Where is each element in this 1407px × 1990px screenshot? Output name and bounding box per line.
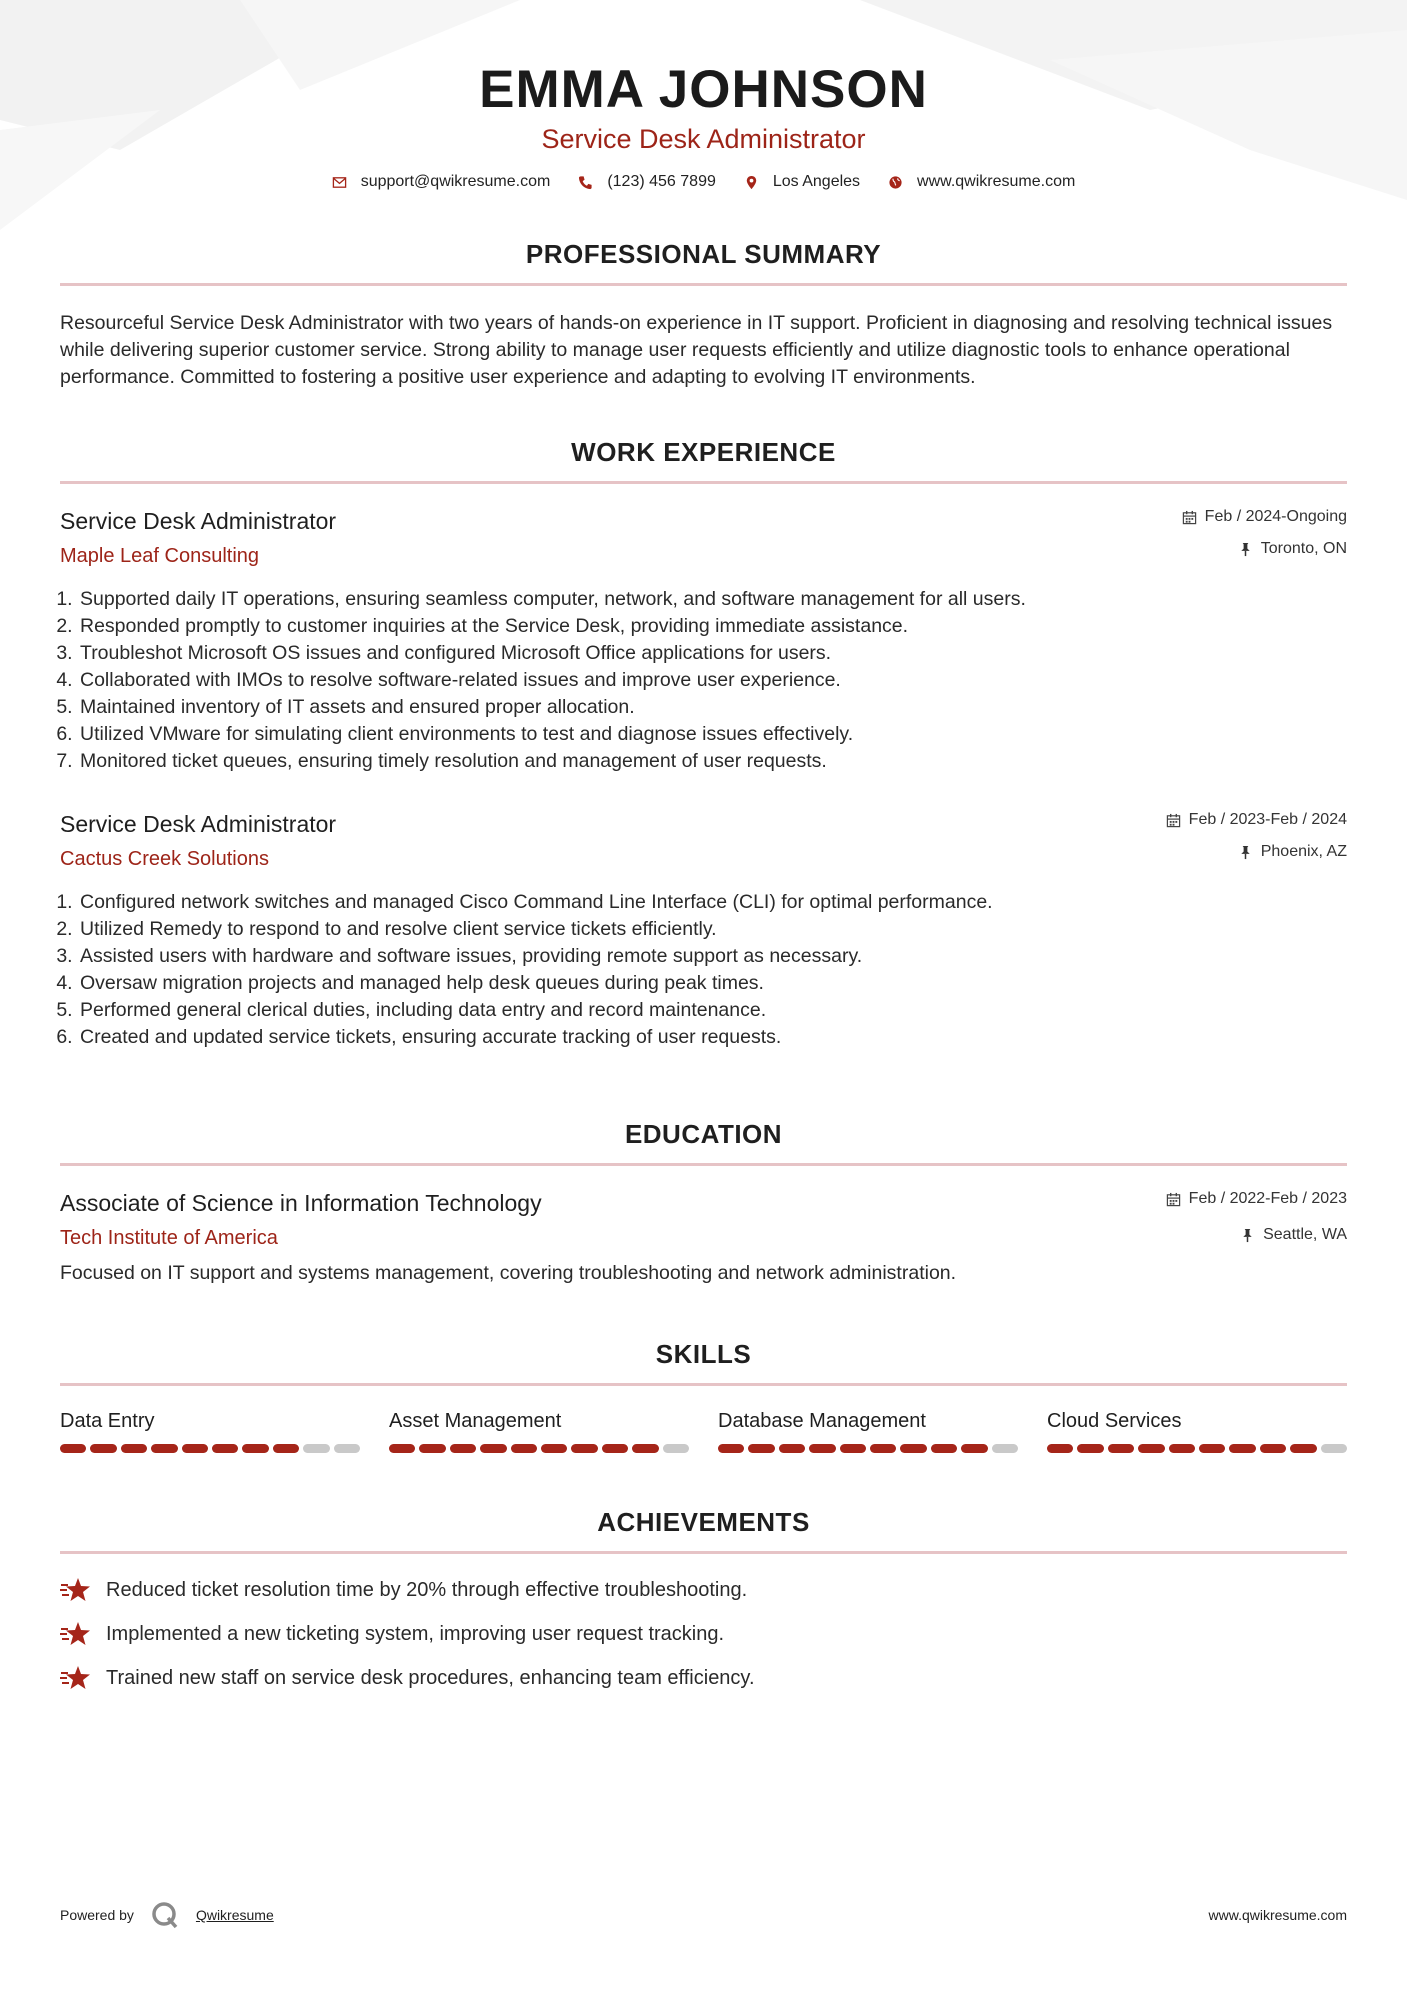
- skill-segment: [779, 1444, 805, 1453]
- education-location: Seattle, WA: [1263, 1226, 1347, 1243]
- skill-segment: [900, 1444, 926, 1453]
- powered-by: [60, 1900, 274, 1930]
- skill-segment: [1199, 1444, 1225, 1453]
- skill-segment: [1229, 1444, 1255, 1453]
- skill-segment: [1321, 1444, 1347, 1453]
- job-bullets: [60, 586, 1347, 775]
- list-item: 1. Configured network switches and managed Cisco Command Line Interface (CLI) for optimal performance.: [78, 889, 1347, 916]
- email-text: support@qwikresume.com: [360, 173, 551, 190]
- skill-segment: [151, 1444, 177, 1453]
- degree-title: Associate of Science in Information Technology: [60, 1190, 542, 1216]
- summary-text: Resourceful Service Desk Administrator with two years of hands-on experience in IT support. Proficient in diagnosing and resolving technical issues while delivering superior customer service. Strong ability to manage user requests efficiently and utilize diagnostic tools to enhance operational performance. Committed to fostering a positive user experience and adapting to evolving IT environments.: [60, 312, 1333, 388]
- skill-level-bar: [389, 1444, 689, 1453]
- skill-segment: [121, 1444, 147, 1453]
- education-entry: [60, 1188, 1347, 1287]
- skill-segment: [961, 1444, 987, 1453]
- brand-link[interactable]: Qwikresume: [195, 1907, 274, 1923]
- achievements-section: [60, 1507, 1347, 1692]
- skill-segment: [748, 1444, 774, 1453]
- website-text: www.qwikresume.com: [917, 173, 1076, 190]
- contact-phone[interactable]: [578, 173, 716, 191]
- skill-item: [718, 1408, 1018, 1453]
- section-divider: [60, 1163, 1347, 1166]
- skill-segment: [90, 1444, 116, 1453]
- map-pin-icon: [744, 175, 759, 190]
- candidate-name: EMMA JOHNSON: [479, 60, 928, 119]
- envelope-icon: [332, 175, 347, 190]
- list-item: 6. Utilized VMware for simulating client environments to test and diagnose issues effectively.: [78, 721, 1347, 748]
- job-title: Service Desk Administrator: [60, 508, 337, 534]
- section-divider: [60, 1551, 1347, 1554]
- skill-name: Database Management: [718, 1410, 926, 1432]
- skill-segment: [419, 1444, 445, 1453]
- skill-segment: [1260, 1444, 1286, 1453]
- education-section: [60, 1119, 1347, 1287]
- skill-item: [60, 1408, 360, 1453]
- skill-segment: [602, 1444, 628, 1453]
- list-item: 5. Maintained inventory of IT assets and ensured proper allocation.: [78, 694, 1347, 721]
- summary-heading: PROFESSIONAL SUMMARY: [525, 239, 882, 269]
- resume-header: [60, 0, 1347, 191]
- skill-segment: [480, 1444, 506, 1453]
- skills-list: [60, 1408, 1347, 1453]
- achievement-text: Reduced ticket resolution time by 20% through effective troubleshooting.: [106, 1579, 748, 1601]
- skills-heading: SKILLS: [655, 1339, 752, 1369]
- achievement-text: Trained new staff on service desk procedures, enhancing team efficiency.: [106, 1667, 755, 1689]
- skill-segment: [334, 1444, 360, 1453]
- skill-segment: [450, 1444, 476, 1453]
- summary-section: [60, 239, 1347, 391]
- star-icon: [60, 1576, 92, 1604]
- calendar-icon: [1182, 510, 1197, 525]
- skill-segment: [870, 1444, 896, 1453]
- list-item: 3. Troubleshot Microsoft OS issues and configured Microsoft Office applications for users.: [78, 640, 1347, 667]
- education-meta: [1166, 1188, 1347, 1246]
- pushpin-icon: [1238, 845, 1253, 860]
- section-divider: [60, 481, 1347, 484]
- skill-segment: [541, 1444, 567, 1453]
- job-title: Service Desk Administrator: [60, 811, 337, 837]
- pushpin-icon: [1240, 1228, 1255, 1243]
- candidate-title: Service Desk Administrator: [541, 124, 866, 154]
- location-text: Los Angeles: [772, 173, 861, 190]
- skill-segment: [718, 1444, 744, 1453]
- education-dates: Feb / 2022-Feb / 2023: [1188, 1190, 1347, 1207]
- list-item: 4. Collaborated with IMOs to resolve software-related issues and improve user experience.: [78, 667, 1347, 694]
- skill-segment: [1108, 1444, 1134, 1453]
- star-icon: [60, 1664, 92, 1692]
- calendar-icon: [1166, 1192, 1181, 1207]
- skill-segment: [182, 1444, 208, 1453]
- skill-level-bar: [718, 1444, 1018, 1453]
- achievement-text: Implemented a new ticketing system, improving user request tracking.: [106, 1623, 725, 1645]
- skill-segment: [389, 1444, 415, 1453]
- skill-segment: [60, 1444, 86, 1453]
- skill-segment: [1047, 1444, 1073, 1453]
- section-divider: [60, 1383, 1347, 1386]
- list-item: 6. Created and updated service tickets, ensuring accurate tracking of user requests.: [78, 1024, 1347, 1051]
- skill-segment: [1077, 1444, 1103, 1453]
- contact-email[interactable]: [332, 173, 551, 191]
- qwikresume-logo-icon: [150, 1900, 180, 1930]
- skill-segment: [632, 1444, 658, 1453]
- list-item: 3. Assisted users with hardware and software issues, providing remote support as necessary.: [78, 943, 1347, 970]
- job-meta: [1182, 506, 1347, 560]
- skill-level-bar: [1047, 1444, 1347, 1453]
- education-heading: EDUCATION: [624, 1119, 783, 1149]
- skill-segment: [1138, 1444, 1164, 1453]
- experience-section: [60, 437, 1347, 1051]
- page-footer: [60, 1900, 1347, 1930]
- contact-location: [744, 173, 860, 191]
- skill-segment: [1169, 1444, 1195, 1453]
- list-item: 2. Responded promptly to customer inquiries at the Service Desk, providing immediate assistance.: [78, 613, 1347, 640]
- achievements-list: [60, 1576, 1347, 1692]
- skill-name: Asset Management: [389, 1410, 562, 1432]
- star-icon: [60, 1620, 92, 1648]
- skill-level-bar: [60, 1444, 360, 1453]
- calendar-icon: [1166, 813, 1181, 828]
- skill-segment: [242, 1444, 268, 1453]
- list-item: [60, 1576, 1347, 1604]
- skill-name: Cloud Services: [1047, 1410, 1182, 1432]
- job-meta: [1166, 809, 1347, 863]
- job-entry-2: [60, 809, 1347, 1051]
- company-name: Maple Leaf Consulting: [60, 545, 260, 567]
- contact-bar: [60, 173, 1347, 191]
- phone-text: (123) 456 7899: [607, 173, 716, 190]
- education-description: Focused on IT support and systems management, covering troubleshooting and network administration.: [60, 1262, 957, 1284]
- skill-segment: [273, 1444, 299, 1453]
- skill-item: [389, 1408, 689, 1453]
- list-item: 7. Monitored ticket queues, ensuring timely resolution and management of user requests.: [78, 748, 1347, 775]
- job-dates: Feb / 2023-Feb / 2024: [1188, 811, 1347, 828]
- section-divider: [60, 283, 1347, 286]
- list-item: 5. Performed general clerical duties, including data entry and record maintenance.: [78, 997, 1347, 1024]
- skill-segment: [809, 1444, 835, 1453]
- job-location: Phoenix, AZ: [1260, 843, 1347, 860]
- job-dates: Feb / 2024-Ongoing: [1204, 508, 1347, 525]
- skill-segment: [663, 1444, 689, 1453]
- company-name: Cactus Creek Solutions: [60, 848, 269, 870]
- skill-segment: [840, 1444, 866, 1453]
- skill-segment: [931, 1444, 957, 1453]
- school-name: Tech Institute of America: [60, 1227, 278, 1249]
- skill-segment: [571, 1444, 597, 1453]
- job-entry-1: [60, 506, 1347, 775]
- achievements-heading: ACHIEVEMENTS: [597, 1507, 810, 1537]
- pushpin-icon: [1238, 542, 1253, 557]
- footer-website[interactable]: www.qwikresume.com: [1208, 1907, 1347, 1923]
- list-item: [60, 1664, 1347, 1692]
- skill-segment: [511, 1444, 537, 1453]
- job-bullets: [60, 889, 1347, 1051]
- phone-icon: [578, 175, 593, 190]
- job-location: Toronto, ON: [1260, 540, 1347, 557]
- skill-item: [1047, 1408, 1347, 1453]
- list-item: [60, 1620, 1347, 1648]
- skill-segment: [1290, 1444, 1316, 1453]
- powered-by-label: Powered by: [60, 1907, 134, 1923]
- list-item: 1. Supported daily IT operations, ensuring seamless computer, network, and software management for all users.: [78, 586, 1347, 613]
- list-item: 4. Oversaw migration projects and managed help desk queues during peak times.: [78, 970, 1347, 997]
- skill-segment: [303, 1444, 329, 1453]
- list-item: 2. Utilized Remedy to respond to and resolve client service tickets efficiently.: [78, 916, 1347, 943]
- skill-segment: [212, 1444, 238, 1453]
- skills-section: [60, 1339, 1347, 1453]
- experience-heading: WORK EXPERIENCE: [571, 437, 836, 467]
- contact-website[interactable]: [888, 173, 1075, 191]
- skill-segment: [992, 1444, 1018, 1453]
- globe-icon: [888, 175, 903, 190]
- skill-name: Data Entry: [60, 1410, 155, 1432]
